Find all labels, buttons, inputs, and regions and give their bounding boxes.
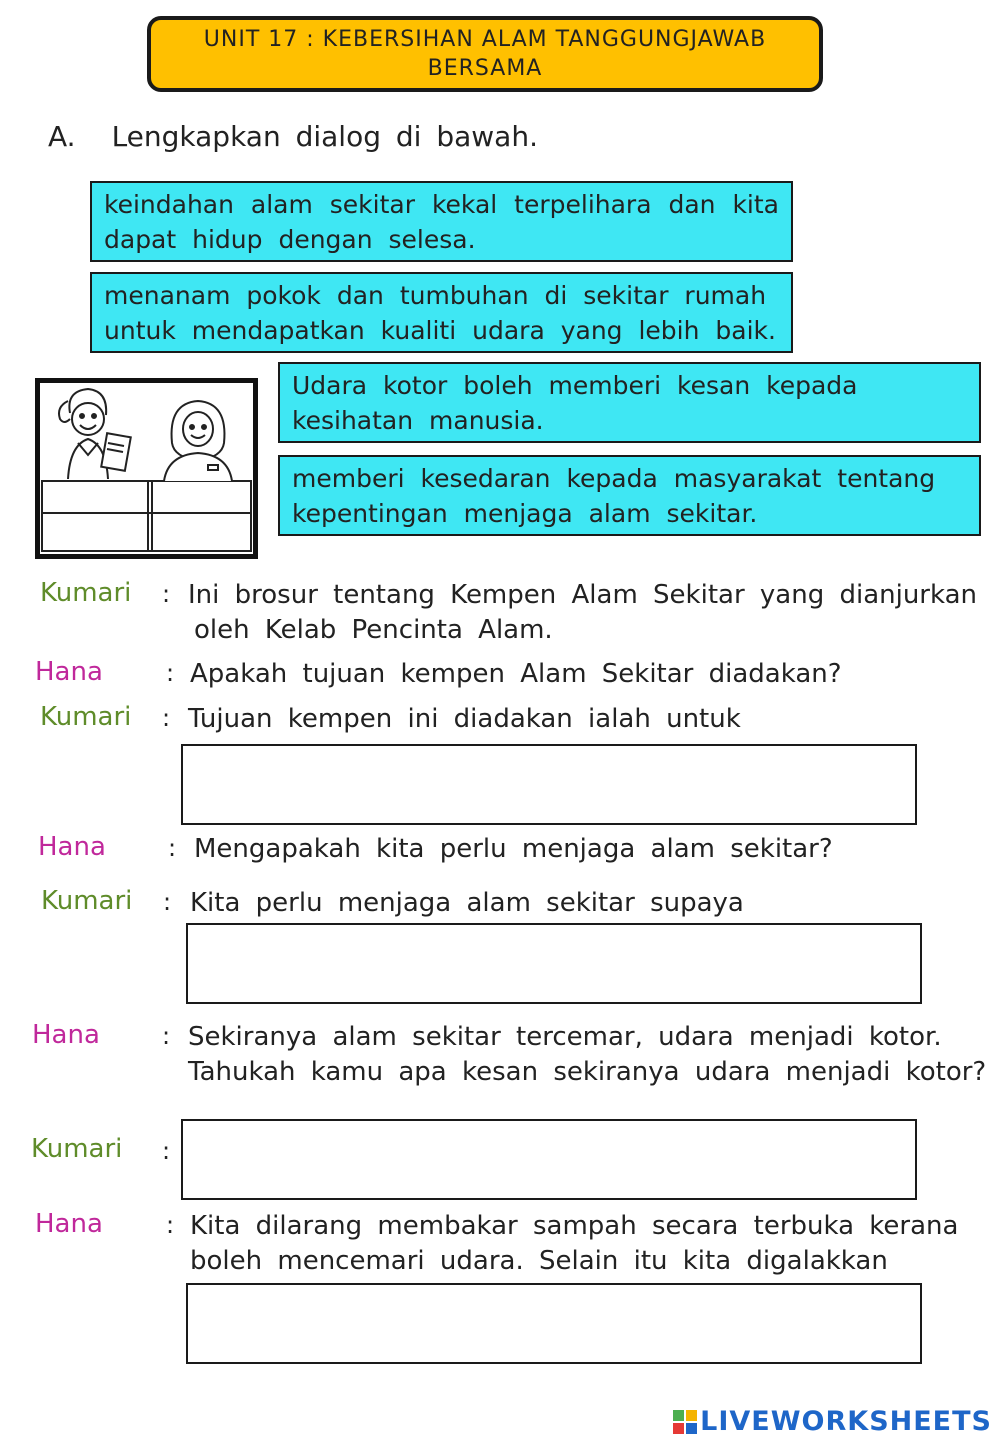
answer-drop-box-1[interactable] — [181, 744, 917, 825]
dialog-colon: : — [162, 1137, 171, 1165]
dialog-line: oleh Kelab Pencinta Alam. — [194, 615, 553, 645]
dialog-colon: : — [163, 888, 172, 916]
speaker-kumari: Kumari — [31, 1134, 123, 1164]
section-heading — [48, 120, 538, 153]
option-4-line2: kepentingan menjaga alam sekitar. — [292, 499, 758, 528]
unit-title-banner — [147, 16, 823, 92]
option-1-line2: dapat hidup dengan selesa. — [104, 225, 476, 254]
liveworksheets-logo[interactable] — [672, 1406, 992, 1437]
answer-option-3[interactable] — [278, 362, 981, 443]
dialog-line: Mengapakah kita perlu menjaga alam sekitar? — [194, 834, 833, 864]
speaker-hana: Hana — [35, 1209, 103, 1239]
dialog-line: Tujuan kempen ini diadakan ialah untuk — [188, 704, 741, 734]
unit-title-line2: BERSAMA — [427, 56, 543, 81]
dialog-line: Tahukah kamu apa kesan sekiranya udara menjadi kotor? — [188, 1057, 987, 1087]
option-2-line2: untuk mendapatkan kualiti udara yang lebih baik. — [104, 316, 776, 345]
answer-drop-box-4[interactable] — [186, 1283, 922, 1364]
option-4-line1: memberi kesedaran kepada masyarakat tentang — [292, 464, 936, 493]
answer-drop-box-3[interactable] — [181, 1119, 917, 1200]
dialog-line: Ini brosur tentang Kempen Alam Sekitar yang dianjurkan — [188, 580, 978, 610]
dialog-colon: : — [166, 1211, 175, 1239]
liveworksheets-logo-icon — [672, 1409, 698, 1435]
answer-option-2[interactable] — [90, 272, 793, 353]
answer-drop-box-2[interactable] — [186, 923, 922, 1004]
speaker-kumari: Kumari — [41, 886, 133, 916]
dialog-colon: : — [162, 704, 171, 732]
speaker-kumari: Kumari — [40, 702, 132, 732]
option-1-line1: keindahan alam sekitar kekal terpelihara dan kita — [104, 190, 779, 219]
speaker-hana: Hana — [38, 832, 106, 862]
speaker-hana: Hana — [35, 657, 103, 687]
section-label: A. — [48, 120, 76, 153]
dialog-line: Kita perlu menjaga alam sekitar supaya — [190, 888, 744, 918]
two-girls-reading-brochure-icon — [40, 383, 253, 554]
unit-title-line1: UNIT 17 : KEBERSIHAN ALAM TANGGUNGJAWAB — [203, 27, 767, 52]
dialog-colon: : — [166, 659, 175, 687]
dialog-colon: : — [168, 834, 177, 862]
dialog-line: Apakah tujuan kempen Alam Sekitar diadakan? — [190, 659, 842, 689]
dialog-colon: : — [162, 580, 171, 608]
dialog-line: Kita dilarang membakar sampah secara terbuka kerana — [190, 1211, 959, 1241]
option-2-line1: menanam pokok dan tumbuhan di sekitar rumah — [104, 281, 767, 310]
speaker-hana: Hana — [32, 1020, 100, 1050]
option-3-line1: Udara kotor boleh memberi kesan kepada — [292, 371, 858, 400]
dialog-colon: : — [162, 1022, 171, 1050]
brand-name: LIVEWORKSHEETS — [700, 1406, 992, 1437]
dialog-line: boleh mencemari udara. Selain itu kita digalakkan — [190, 1246, 888, 1276]
option-3-line2: kesihatan manusia. — [292, 406, 544, 435]
answer-option-1[interactable] — [90, 181, 793, 262]
dialog-line: Sekiranya alam sekitar tercemar, udara menjadi kotor. — [188, 1022, 942, 1052]
speaker-kumari: Kumari — [40, 578, 132, 608]
answer-option-4[interactable] — [278, 455, 981, 536]
students-illustration — [35, 378, 258, 559]
section-instruction: Lengkapkan dialog di bawah. — [111, 120, 538, 153]
